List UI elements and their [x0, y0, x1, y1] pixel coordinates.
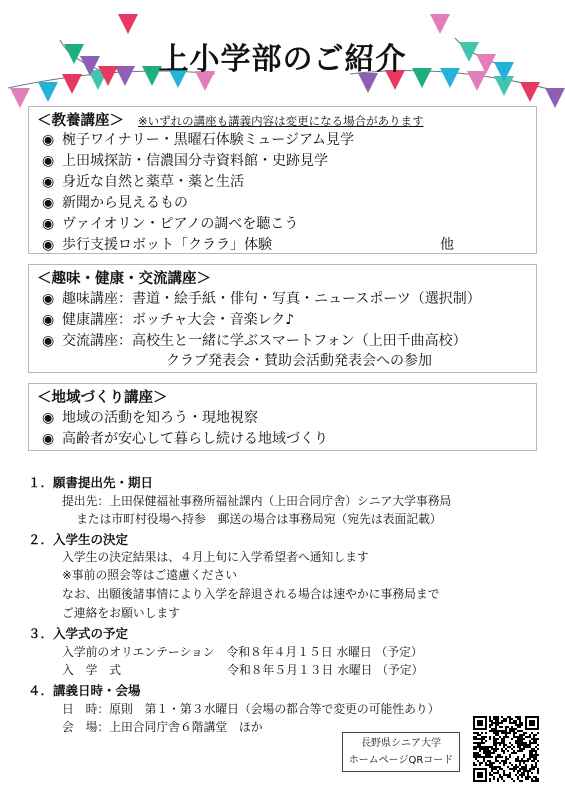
bullet-icon: ◉ — [42, 174, 55, 190]
info-line: ご連絡をお願いします — [62, 606, 180, 620]
info-line: ※事前の照会等はご遠慮ください — [62, 568, 238, 582]
section-heading: ＜地域づくり講座＞ — [37, 390, 168, 406]
info-heading-application: １．願書提出先・期日 — [28, 475, 154, 490]
list-item: ◉ 健康講座：ボッチャ大会・音楽レク♪ — [42, 312, 295, 328]
bullet-icon: ◉ — [42, 410, 55, 426]
bullet-icon: ◉ — [42, 291, 55, 307]
bullet-icon: ◉ — [42, 153, 55, 169]
list-item: ◉ 上田城探訪・信濃国分寺資料館・史跡見学 — [42, 153, 328, 169]
info-line: 会 場：上田合同庁舎６階講堂 ほか — [62, 720, 263, 734]
bullet-icon: ◉ — [42, 237, 55, 253]
bullet-icon: ◉ — [42, 312, 55, 328]
etc-label: 他 — [440, 237, 454, 253]
bullet-icon: ◉ — [42, 431, 55, 447]
info-heading-ceremony: ３．入学式の予定 — [28, 626, 129, 641]
bunting-flag — [520, 82, 540, 102]
bullet-icon: ◉ — [42, 132, 55, 148]
qr-caption: 長野県シニア大学 ホームページQRコード — [342, 732, 460, 772]
bullet-icon: ◉ — [42, 216, 55, 232]
bunting-flag — [430, 14, 450, 34]
info-line: または市町村役場へ持参 郵送の場合は事務局宛（宛先は表面記載） — [76, 512, 442, 526]
list-item: ◉ 地域の活動を知ろう・現地視察 — [42, 410, 258, 426]
section-heading: ＜趣味・健康・交流講座＞ — [37, 271, 211, 287]
info-line: 入 学 式 令和８年５月１３日 水曜日 （予定） — [62, 663, 424, 677]
bunting-flag — [38, 82, 58, 102]
list-item-continuation: クラブ発表会・賛助会活動発表会への参加 — [166, 353, 432, 369]
bullet-icon: ◉ — [42, 333, 55, 349]
list-item: ◉ 趣味講座：書道・絵手紙・俳句・写真・ニュースポーツ（選択制） — [42, 291, 481, 307]
notice-text: ※いずれの講座も講義内容は変更になる場合があります — [138, 114, 424, 128]
list-item: ◉ 新聞から見えるもの — [42, 195, 188, 211]
page-title: 上小学部のご紹介 — [158, 42, 407, 77]
info-line: 入学前のオリエンテーション 令和８年４月１５日 水曜日 （予定） — [62, 645, 423, 659]
bunting-flag — [118, 14, 138, 34]
info-line: なお、出願後諸事情により入学を辞退される場合は速やかに事務局まで — [62, 587, 440, 601]
list-item: ◉ 高齢者が安心して暮らし続ける地域づくり — [42, 431, 328, 447]
bullet-icon: ◉ — [42, 195, 55, 211]
info-line: 提出先：上田保健福祉事務所福祉課内（上田合同庁舎）シニア大学事務局 — [62, 494, 452, 508]
list-item: ◉ ヴァイオリン・ピアノの調べを聴こう — [42, 216, 299, 232]
section-heading: ＜教養講座＞ ※いずれの講座も講義内容は変更になる場合があります — [37, 113, 424, 129]
list-item: ◉ 歩行支援ロボット「クララ」体験 — [42, 237, 272, 253]
info-line: 入学生の決定結果は、４月上旬に入学希望者へ通知します — [62, 550, 369, 564]
list-item: ◉ 椀子ワイナリー・黒曜石体験ミュージアム見学 — [42, 132, 355, 148]
list-item: ◉ 交流講座：高校生と一緒に学ぶスマートフォン（上田千曲高校） — [42, 333, 467, 349]
info-line: 日 時：原則 第１・第３水曜日（会場の都合等で変更の可能性あり） — [62, 702, 440, 716]
list-item: ◉ 身近な自然と薬草・薬と生活 — [42, 174, 244, 190]
bunting-flag — [545, 88, 565, 108]
info-heading-schedule: ４．講義日時・会場 — [28, 683, 141, 698]
bunting-flag — [10, 88, 30, 108]
info-heading-decision: ２．入学生の決定 — [28, 532, 129, 547]
qr-code-icon[interactable] — [473, 716, 539, 782]
